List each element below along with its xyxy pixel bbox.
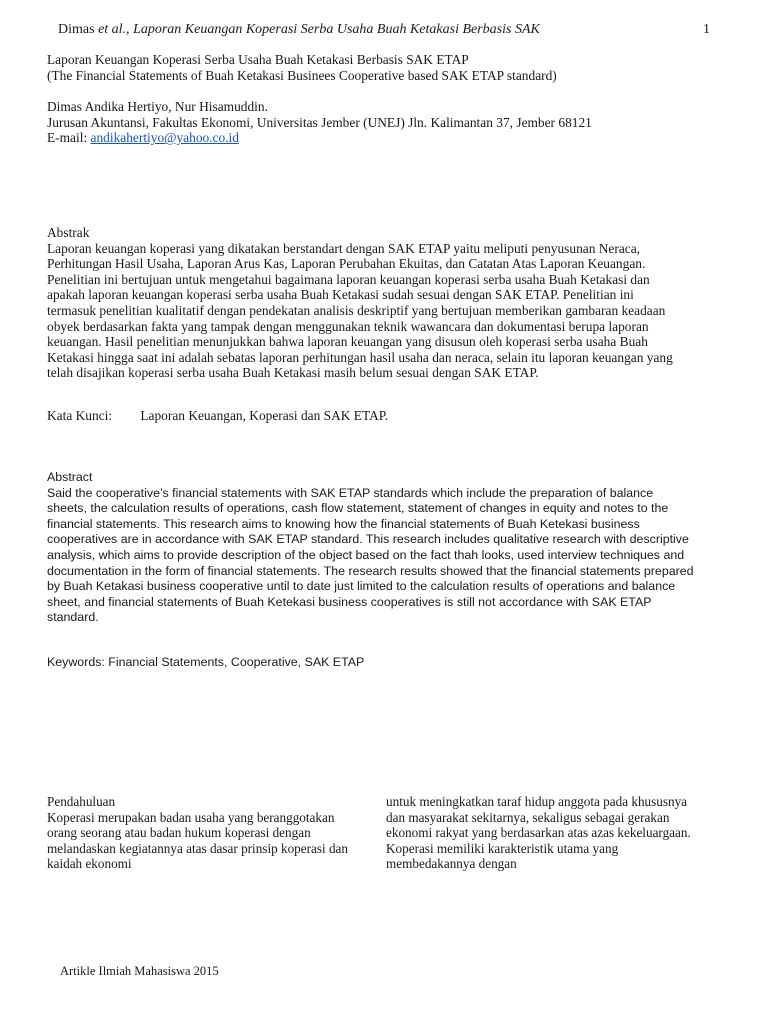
body-line: untuk meningkatkan taraf hidup anggota pada khususnya bbox=[386, 794, 688, 809]
keywords: Keywords: Financial Statements, Cooperative, SAK ETAP bbox=[47, 655, 365, 669]
abstract-line: cooperatives are in accordance with SAK ETAP standard. This research includes qualitative research with descriptive bbox=[47, 532, 689, 547]
authors-block bbox=[47, 99, 727, 146]
body-line: kaidah ekonomi bbox=[47, 856, 132, 872]
author-names: Dimas Andika Hertiyo, Nur Hisamuddin. bbox=[47, 99, 268, 114]
abstrak-heading: Abstrak bbox=[47, 225, 90, 240]
header-etal: et al., bbox=[98, 22, 130, 37]
abstrak-line: telah disajikan koperasi serba usaha Buah Ketakasi masih belum sesuai dengan SAK ETAP. bbox=[47, 365, 539, 381]
header-author: Dimas bbox=[58, 22, 95, 37]
author-email-line bbox=[47, 130, 727, 146]
abstrak-line: termasuk penelitian kualitatif dengan pendekatan analisis deskriptif yang bertujuan memberikan gambaran keadaan bbox=[47, 302, 666, 318]
abstrak-line: keuangan. Hasil penelitian menunjukkan bahwa laporan keuangan yang disusun oleh koperasi serba usaha Buah bbox=[47, 334, 648, 350]
email-label: E-mail: bbox=[47, 130, 88, 146]
abstrak-line: Penelitian ini bertujuan untuk mengetahui bagaimana laporan keuangan koperasi serba usaha Buah Ketakasi dan bbox=[47, 271, 650, 287]
abstract-line: documentation in the form of financial statements. The research results showed that the financial statements prepared bbox=[47, 563, 694, 578]
abstract-line: by Buah Ketakasi business cooperative until to date just limited to the calculation results of operations and balance bbox=[47, 579, 676, 594]
abstrak-line: Ketakasi hingga saat ini adalah sebatas laporan perhitungan hasil usaha dan neraca, selain itu laporan keuangan yang bbox=[47, 349, 673, 365]
abstrak-line: Perhitungan Hasil Usaha, Laporan Arus Kas, Laporan Perubahan Ekuitas, dan Catatan Atas Laporan Keuangan. bbox=[47, 256, 646, 272]
title-block bbox=[47, 52, 727, 83]
body-line: orang seorang atau badan hukum koperasi dengan bbox=[47, 825, 311, 841]
pendahuluan-right-column bbox=[386, 794, 726, 872]
paper-title: Laporan Keuangan Koperasi Serba Usaha Buah Ketakasi Berbasis SAK ETAP bbox=[47, 52, 469, 67]
abstrak-section bbox=[47, 225, 727, 381]
abstract-line: Said the cooperative’s financial statements with SAK ETAP standards which include the preparation of balance bbox=[47, 485, 654, 500]
kata-kunci bbox=[47, 408, 727, 424]
abstract-line: sheet, and financial statements of Buah Ketekasi business cooperatives is still not accordance with SAK ETAP bbox=[47, 594, 652, 609]
body-line: ekonomi rakyat yang berdasarkan atas azas kekeluargaan. bbox=[386, 825, 691, 841]
abstract-section bbox=[47, 470, 727, 626]
abstract-heading: Abstract bbox=[47, 470, 93, 484]
email-link[interactable]: andikahertiyo@yahoo.co.id bbox=[90, 130, 239, 146]
body-line: melandaskan kegiatannya atas dasar prinsip koperasi dan bbox=[47, 840, 349, 856]
author-affiliation: Jurusan Akuntansi, Fakultas Ekonomi, Universitas Jember (UNEJ) Jln. Kalimantan 37, Jember 68121 bbox=[47, 114, 592, 130]
body-line: Koperasi merupakan badan usaha yang beranggotakan bbox=[47, 809, 335, 825]
paper-title-english: (The Financial Statements of Buah Ketakasi Businees Cooperative based SAK ETAP standard) bbox=[47, 67, 557, 83]
pendahuluan-heading: Pendahuluan bbox=[47, 794, 116, 809]
abstrak-line: apakah laporan keuangan koperasi serba usaha Buah Ketakasi sudah sesuai dengan SAK ETAP. Penelitian ini bbox=[47, 287, 634, 303]
abstract-line: standard. bbox=[47, 610, 99, 625]
page-number: 1 bbox=[703, 22, 710, 37]
abstract-line: analysis, which aims to provide description of the object based on the fact thah looks, used interview techniques and bbox=[47, 547, 685, 562]
abstract-line: financial statements. This research aims to knowing how the financial statements of Buah Ketekasi business bbox=[47, 516, 640, 531]
abstrak-line: obyek berdasarkan fakta yang tampak dengan menggunakan teknik wawancara dan dokumentasi berupa laporan bbox=[47, 318, 649, 334]
kata-kunci-label: Kata Kunci: bbox=[47, 408, 113, 423]
body-line: membedakannya dengan bbox=[386, 856, 517, 872]
kata-kunci-value: Laporan Keuangan, Koperasi dan SAK ETAP. bbox=[140, 408, 389, 423]
abstrak-line: Laporan keuangan koperasi yang dikatakan berstandart dengan SAK ETAP yaitu meliputi penyusunan Neraca, bbox=[47, 240, 641, 256]
body-line: dan masyarakat sekitarnya, sekaligus sebagai gerakan bbox=[386, 809, 670, 825]
header-running-title: Laporan Keuangan Koperasi Serba Usaha Buah Ketakasi Berbasis SAK bbox=[133, 22, 540, 37]
footer: Artikle Ilmiah Mahasiswa 2015 bbox=[60, 964, 219, 978]
abstract-line: sheets, the calculation results of operations, cash flow statement, statement of changes in equity and notes to the bbox=[47, 501, 669, 516]
body-line: Koperasi memiliki karakteristik utama yang bbox=[386, 840, 619, 856]
pendahuluan-left-column bbox=[47, 794, 373, 872]
running-header bbox=[58, 22, 718, 38]
